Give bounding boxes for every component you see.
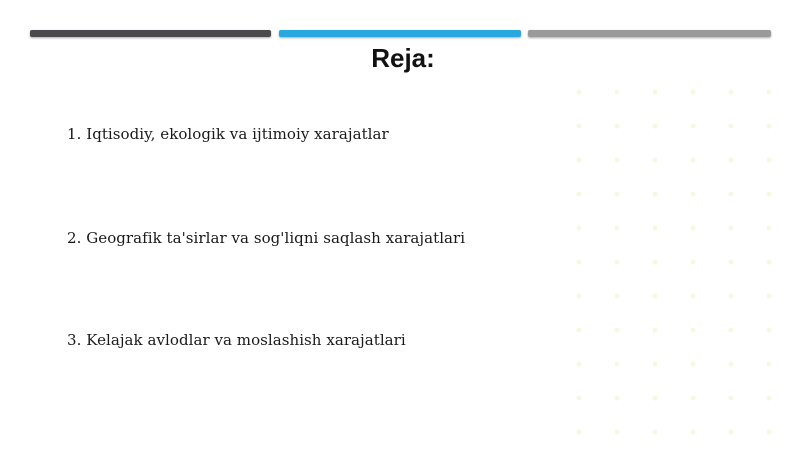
background-dot-pattern [560,75,800,449]
header-bar-gray [528,30,771,37]
list-item: 1. Iqtisodiy, ekologik va ijtimoiy xarajatlar [67,125,389,143]
header-bar-blue [279,30,521,37]
list-item: 2. Geografik ta'sirlar va sog'liqni saqlash xarajatlari [67,229,466,247]
slide-title: Reja: [371,43,435,73]
header-bar-dark [30,30,271,37]
list-item: 3. Kelajak avlodlar va moslashish xarajatlari [67,331,406,349]
